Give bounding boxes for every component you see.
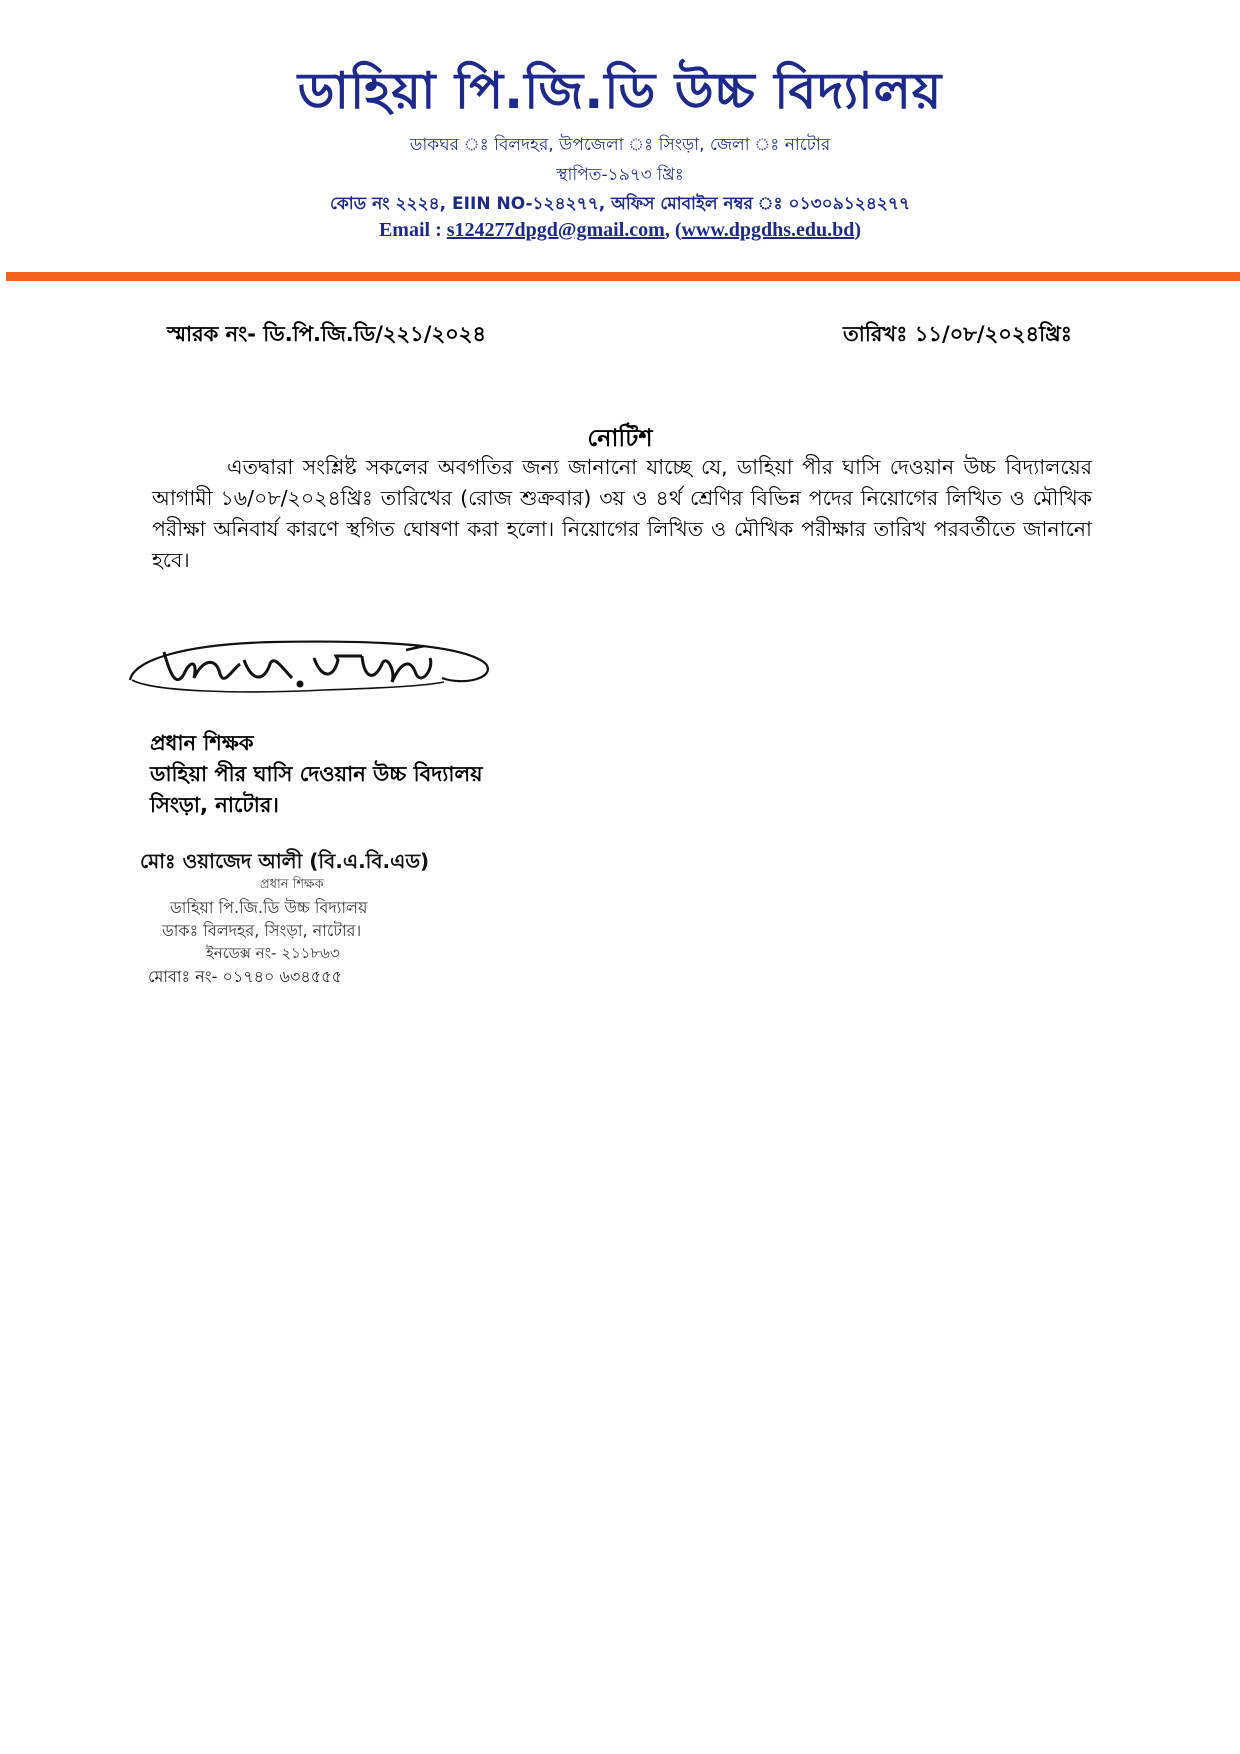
school-address: ডাকঘর ঃ বিলদহর, উপজেলা ঃ সিংড়া, জেলা ঃ নাটোর bbox=[409, 135, 831, 155]
website-close: ) bbox=[854, 219, 862, 241]
school-codes: কোড নং ২২২৪, EIIN NO-১২৪২৭৭, অফিস মোবাইল নম্বর ঃ ০১৩০৯১২৪২৭৭ bbox=[329, 194, 911, 214]
email-link[interactable]: s124277dpgd@gmail.com bbox=[446, 219, 665, 241]
seal-index: ইনডেক্স নং- ২১১৮৬৩ bbox=[206, 944, 340, 962]
notice-body: এতদ্বারা সংশ্লিষ্ট সকলের অবগতির জন্য জানানো যাচ্ছে যে, ডাহিয়া পীর ঘাসি দেওয়ান উচ্চ বিদ্যালয়ের আগামী ১৬/০৮/২০২৪খ্রিঃ তারিখের (রোজ শুক্রবার) ৩য় ও ৪র্থ শ্রেণির বিভিন্ন পদের নিয়োগের লিখিত ও মৌখিক পরীক্ষা অনিবার্য কারণে স্থগিত ঘোষণা করা হলো। নিয়োগের লিখিত ও মৌখিক পরীক্ষার তারিখ পরবর্তীতে জানানো হবে। bbox=[152, 455, 1092, 572]
seal-school: ডাহিয়া পি.জি.ডি উচ্চ বিদ্যালয় bbox=[170, 898, 368, 917]
signatory-school: ডাহিয়া পীর ঘাসি দেওয়ান উচ্চ বিদ্যালয় bbox=[150, 762, 483, 786]
seal-post: ডাকঃ বিলদহর, সিংড়া, নাটোর। bbox=[162, 921, 362, 940]
signatory-block bbox=[150, 728, 483, 821]
website-link[interactable]: www.dpgdhs.edu.bd bbox=[681, 219, 855, 241]
established-year: স্থাপিত-১৯৭৩ খ্রিঃ bbox=[556, 165, 684, 185]
seal-mobile: মোবাঃ নং- ০১৭৪০ ৬৩৪৫৫৫ bbox=[148, 967, 342, 986]
contact-line bbox=[0, 219, 1240, 242]
email-label: Email : bbox=[378, 219, 447, 241]
seal-name: মোঃ ওয়াজেদ আলী (বি.এ.বি.এড) bbox=[140, 849, 430, 873]
header-divider bbox=[6, 272, 1240, 281]
school-name: ডাহিয়া পি.জি.ডি উচ্চ বিদ্যালয় bbox=[297, 62, 943, 120]
official-seal bbox=[140, 850, 520, 988]
signatory-location: সিংড়া, নাটোর। bbox=[150, 793, 279, 817]
notice-date: তারিখঃ ১১/০৮/২০২৪খ্রিঃ bbox=[843, 322, 1072, 346]
notice-title: নোটিশ bbox=[587, 424, 653, 452]
seal-designation: প্রধান শিক্ষক bbox=[260, 877, 324, 892]
signatory-designation: প্রধান শিক্ষক bbox=[150, 731, 254, 755]
handwritten-signature bbox=[124, 630, 494, 702]
website-open: , ( bbox=[664, 219, 682, 241]
memo-number: স্মারক নং- ডি.পি.জি.ডি/২২১/২০২৪ bbox=[167, 322, 487, 346]
